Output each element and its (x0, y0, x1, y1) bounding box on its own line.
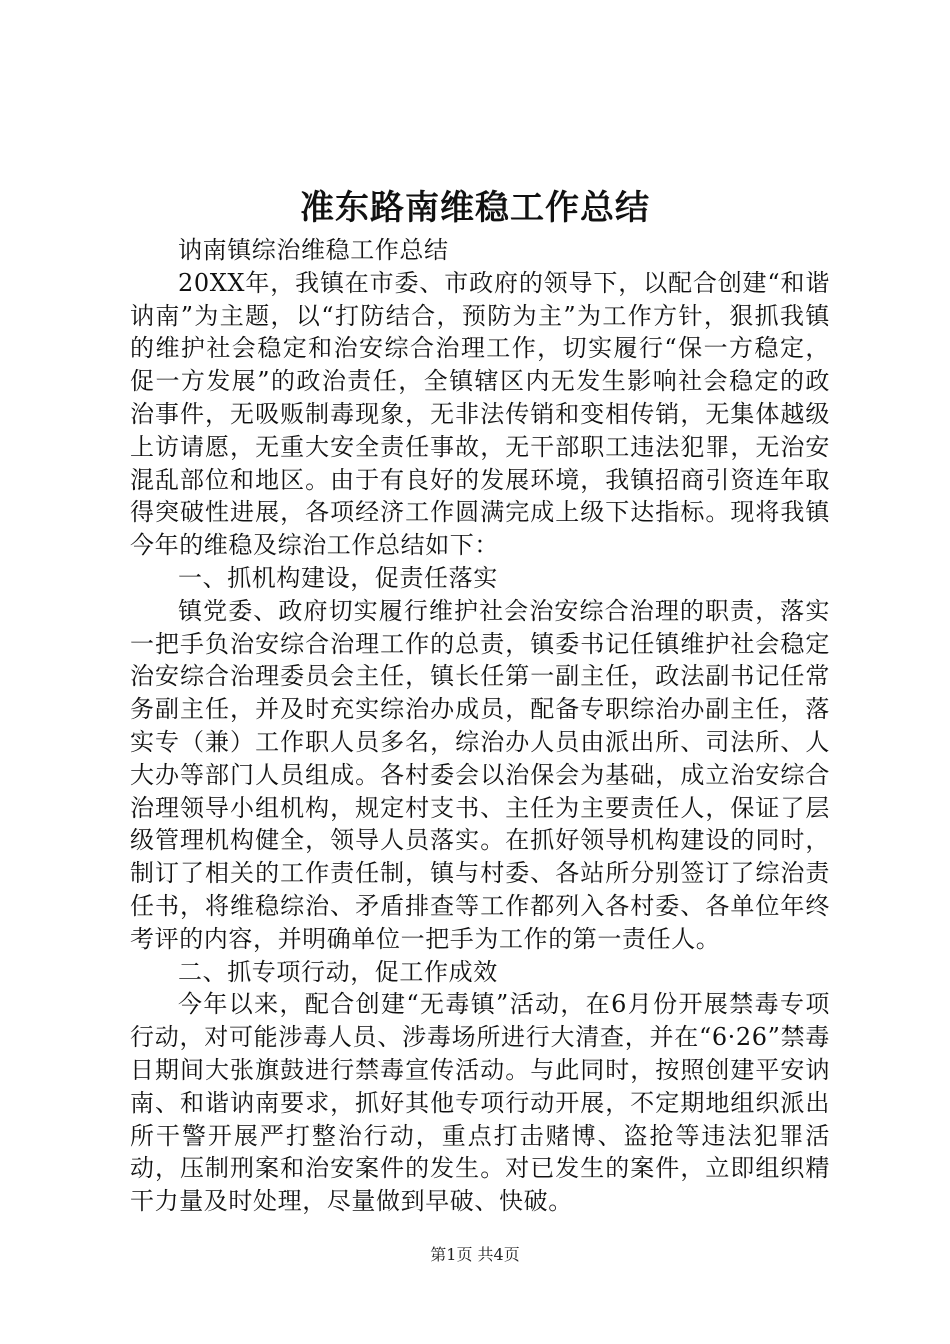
subtitle-paragraph: 讷南镇综治维稳工作总结 (178, 236, 449, 264)
document-title: 准东路南维稳工作总结 (300, 188, 650, 228)
section-heading-1: 一、抓机构建设，促责任落实 (178, 563, 498, 592)
section-2-paragraph: 今年以来，配合创建“无毒镇”活动，在6月份开展禁毒专项行动，对可能涉毒人员、涉毒场所进行大清查，并在“6·26”禁毒日期间大张旗鼓进行禁毒宣传活动。与此同时，按照创建平安讷南、和谐讷南要求，抓好其他专项行动开展，不定期地组织派出所干警开展严打整治行动，重点打击赌博、盗抢等违法犯罪活动，压制刑案和治安案件的发生。对已发生的案件，立即组织精干力量及时处理，尽量做到早破、快破。 (130, 990, 830, 1216)
section-heading-2: 二、抓专项行动，促工作成效 (178, 957, 498, 986)
document-body (130, 234, 830, 1218)
section-1-paragraph: 镇党委、政府切实履行维护社会治安综合治理的职责，落实一把手负治安综合治理工作的总责，镇委书记任镇维护社会稳定治安综合治理委员会主任，镇长任第一副主任，政法副书记任常务副主任，并及时充实综治办成员，配备专职综治办副主任，落实专（兼）工作职人员多名，综治办人员由派出所、司法所、人大办等部门人员组成。各村委会以治保会为基础，成立治安综合治理领导小组机构，规定村支书、主任为主要责任人，保证了层级管理机构健全，领导人员落实。在抓好领导机构建设的同时，制订了相关的工作责任制，镇与村委、各站所分别签订了综治责任书，将维稳综治、矛盾排查等工作都列入各村委、各单位年终考评的内容，并明确单位一把手为工作的第一责任人。 (130, 596, 830, 953)
page-number-footer: 第1页 共4页 (430, 1245, 520, 1264)
intro-paragraph: 20XX年，我镇在市委、市政府的领导下，以配合创建“和谐讷南”为主题，以“打防结合，预防为主”为工作方针，狠抓我镇的维护社会稳定和治安综合治理工作，切实履行“保一方稳定，促一方发展”的政治责任，全镇辖区内无发生影响社会稳定的政治事件，无吸贩制毒现象，无非法传销和变相传销，无集体越级上访请愿，无重大安全责任事故，无干部职工违法犯罪，无治安混乱部位和地区。由于有良好的发展环境，我镇招商引资连年取得突破性进展，各项经济工作圆满完成上级下达指标。现将我镇今年的维稳及综治工作总结如下： (130, 268, 830, 560)
